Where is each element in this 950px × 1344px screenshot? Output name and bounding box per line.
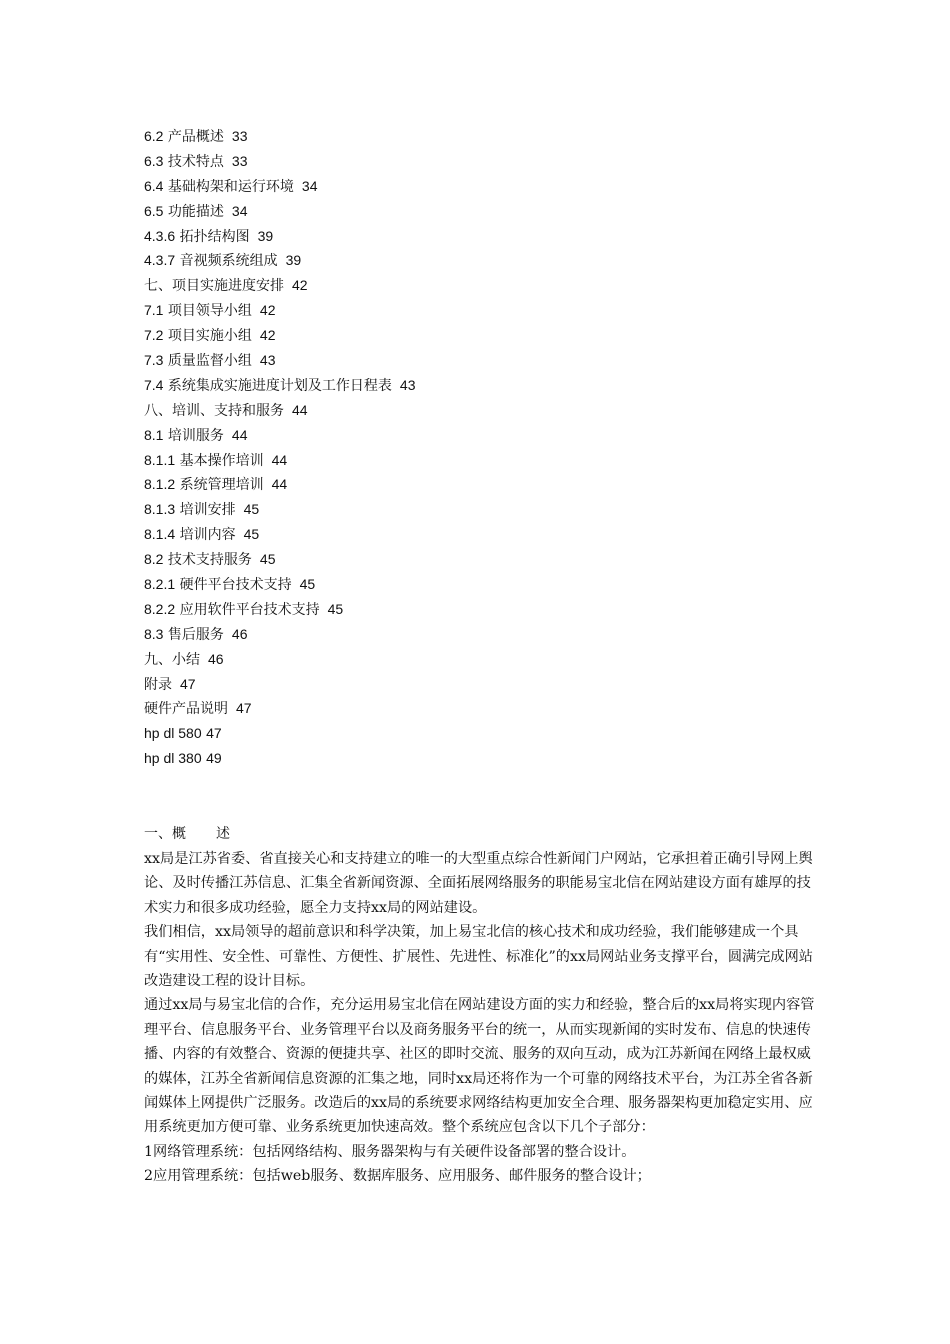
toc-entry[interactable] <box>144 472 824 497</box>
toc-entry-number: 8.1.2 <box>144 476 176 493</box>
section-heading-part1: 一、概 <box>144 826 186 842</box>
toc-entry-page: 42 <box>259 302 276 319</box>
toc-entry-number: 6.3 <box>144 152 164 169</box>
paragraph: 通过xx局与易宝北信的合作，充分运用易宝北信在网站建设方面的实力和经验，整合后的xx局将实现内容管理平台、信息服务平台、业务管理平台以及商务服务平台的统一，从而实现新闻的实时发布、信息的快速传播、内容的有效整合、资源的便捷共享、社区的即时交流、服务的双向互动，成为江苏新闻在网络上最权威的媒体，江苏全省新闻信息资源的汇集之地，同时xx局还将作为一个可靠的网络技术平台，为江苏全省各新闻媒体上网提供广泛服务。改造后的xx局的系统要求网络结构更加安全合理、服务器架构更加稳定实用、应用系统更加方便可靠、业务系统更加快速高效。整个系统应包含以下几个子部分： <box>144 997 815 1136</box>
list-item: 1网络管理系统：包括网络结构、服务器架构与有关硬件设备部署的整合设计。 <box>144 1143 636 1160</box>
toc-entry-title: 音视频系统组成 <box>179 253 278 270</box>
toc-entry[interactable] <box>144 398 824 423</box>
paragraph: xx局是江苏省委、省直接关心和支持建立的唯一的大型重点综合性新闻门户网站，它承担着正确引导网上舆论、及时传播江苏信息、汇集全省新闻资源、全面拓展网络服务的职能易宝北信在网站建设方面有雄厚的技术实力和很多成功经验，愿全力支持xx局的网站建设。 <box>144 851 813 916</box>
toc-entry-number: hp dl 580 <box>144 725 202 742</box>
toc-entry-page: 43 <box>259 352 276 369</box>
toc-entry[interactable] <box>144 298 824 323</box>
toc-entry-title: 硬件产品说明 <box>144 701 228 718</box>
toc-entry-title: 培训服务 <box>167 427 224 444</box>
toc-entry-title: 培训安排 <box>179 502 236 519</box>
toc-entry[interactable] <box>144 199 824 224</box>
section-heading-part2: 述 <box>216 826 230 842</box>
toc-entry-title: 硬件平台技术支持 <box>179 577 292 594</box>
toc-entry[interactable] <box>144 124 824 149</box>
toc-entry[interactable] <box>144 721 824 746</box>
toc-entry-number: 7.4 <box>144 376 164 393</box>
toc-entry-number: 8.2 <box>144 551 164 568</box>
toc-entry-page: 44 <box>231 426 248 443</box>
toc-entry-title: 应用软件平台技术支持 <box>179 601 320 618</box>
toc-entry-page: 47 <box>236 700 252 717</box>
toc-entry-page: 39 <box>257 227 274 244</box>
toc-entry-number: 7.3 <box>144 352 164 369</box>
toc-entry[interactable] <box>144 696 824 721</box>
toc-entry-number: 8.1.1 <box>144 451 176 468</box>
toc-entry-page: 44 <box>292 401 308 418</box>
toc-entry-page: 45 <box>243 526 260 543</box>
toc-entry[interactable] <box>144 597 824 622</box>
toc-entry-number: 4.3.6 <box>144 227 176 244</box>
toc-entry-title: 拓扑结构图 <box>179 228 250 245</box>
toc-entry-page: 45 <box>243 501 260 518</box>
toc-entry[interactable] <box>144 547 824 572</box>
toc-entry-number: 6.5 <box>144 202 164 219</box>
toc-entry[interactable] <box>144 497 824 522</box>
toc-entry-title: 七、项目实施进度安排 <box>144 278 284 295</box>
toc-entry-number: hp dl 380 <box>144 750 202 767</box>
toc-entry[interactable] <box>144 149 824 174</box>
toc-entry-title: 系统管理培训 <box>179 477 264 494</box>
toc-entry-page: 34 <box>301 177 318 194</box>
toc-entry[interactable] <box>144 174 824 199</box>
toc-entry[interactable] <box>144 348 824 373</box>
table-of-contents <box>144 124 824 771</box>
toc-entry-number: 8.2.2 <box>144 600 176 617</box>
toc-entry-title: 质量监督小组 <box>167 353 252 370</box>
toc-entry-number: 8.2.1 <box>144 576 176 593</box>
section-heading <box>144 822 824 847</box>
toc-entry-title: 功能描述 <box>167 203 224 220</box>
toc-entry[interactable] <box>144 248 824 273</box>
list-item: 2应用管理系统：包括web服务、数据库服务、应用服务、邮件服务的整合设计； <box>144 1168 651 1185</box>
toc-entry-title: 九、小结 <box>144 651 200 668</box>
toc-entry-title: 产品概述 <box>167 129 224 145</box>
toc-entry[interactable] <box>144 672 824 697</box>
toc-entry-number: 8.1 <box>144 426 164 443</box>
toc-entry[interactable] <box>144 273 824 298</box>
toc-entry-page: 47 <box>180 675 196 692</box>
toc-entry[interactable] <box>144 224 824 249</box>
toc-entry-title: 八、培训、支持和服务 <box>144 402 284 419</box>
toc-entry-number: 6.2 <box>144 128 164 144</box>
toc-entry-title: 系统集成实施进度计划及工作日程表 <box>167 377 392 394</box>
toc-entry-title: 项目实施小组 <box>167 328 252 345</box>
toc-entry-page: 46 <box>208 650 224 667</box>
toc-entry-page: 33 <box>231 152 248 169</box>
toc-entry-title: 技术支持服务 <box>167 552 252 569</box>
toc-entry-page: 49 <box>206 750 222 767</box>
toc-entry-number: 8.3 <box>144 625 164 642</box>
toc-entry[interactable] <box>144 746 824 771</box>
toc-entry-title: 基本操作培训 <box>179 452 264 469</box>
toc-entry[interactable] <box>144 323 824 348</box>
toc-entry-page: 46 <box>231 625 248 642</box>
toc-entry-title: 附录 <box>144 676 172 693</box>
toc-entry-number: 7.1 <box>144 302 164 319</box>
toc-entry-page: 44 <box>271 476 288 493</box>
toc-entry[interactable] <box>144 522 824 547</box>
toc-entry-page: 39 <box>285 252 302 269</box>
toc-entry-number: 7.2 <box>144 327 164 344</box>
toc-entry-title: 培训内容 <box>179 527 236 544</box>
toc-entry[interactable] <box>144 448 824 473</box>
toc-entry-number: 8.1.3 <box>144 501 176 518</box>
section-overview <box>144 822 824 1189</box>
toc-entry-page: 42 <box>259 327 276 344</box>
toc-entry[interactable] <box>144 373 824 398</box>
toc-entry-title: 项目领导小组 <box>167 303 252 320</box>
toc-entry-title: 基础构架和运行环境 <box>167 178 294 195</box>
toc-entry-page: 33 <box>231 128 248 144</box>
toc-entry-page: 47 <box>206 725 222 742</box>
toc-entry-page: 45 <box>327 600 344 617</box>
toc-entry-page: 45 <box>299 576 316 593</box>
toc-entry-page: 34 <box>231 202 248 219</box>
toc-entry-number: 6.4 <box>144 177 164 194</box>
toc-entry-number: 8.1.4 <box>144 526 176 543</box>
paragraph: 我们相信，xx局领导的超前意识和科学决策，加上易宝北信的核心技术和成功经验，我们能够建成一个具有“实用性、安全性、可靠性、方便性、扩展性、先进性、标准化”的xx局网站业务支撑平台，圆满完成网站改造建设工程的设计目标。 <box>144 924 813 990</box>
toc-entry-title: 技术特点 <box>167 153 224 170</box>
toc-entry[interactable] <box>144 423 824 448</box>
toc-entry-title: 售后服务 <box>167 626 224 643</box>
toc-entry[interactable] <box>144 647 824 672</box>
toc-entry-page: 44 <box>271 451 288 468</box>
toc-entry-page: 45 <box>259 551 276 568</box>
toc-entry[interactable] <box>144 622 824 647</box>
toc-entry-page: 43 <box>399 376 416 393</box>
toc-entry-page: 42 <box>292 277 308 294</box>
toc-entry-number: 4.3.7 <box>144 252 176 269</box>
toc-entry[interactable] <box>144 572 824 597</box>
